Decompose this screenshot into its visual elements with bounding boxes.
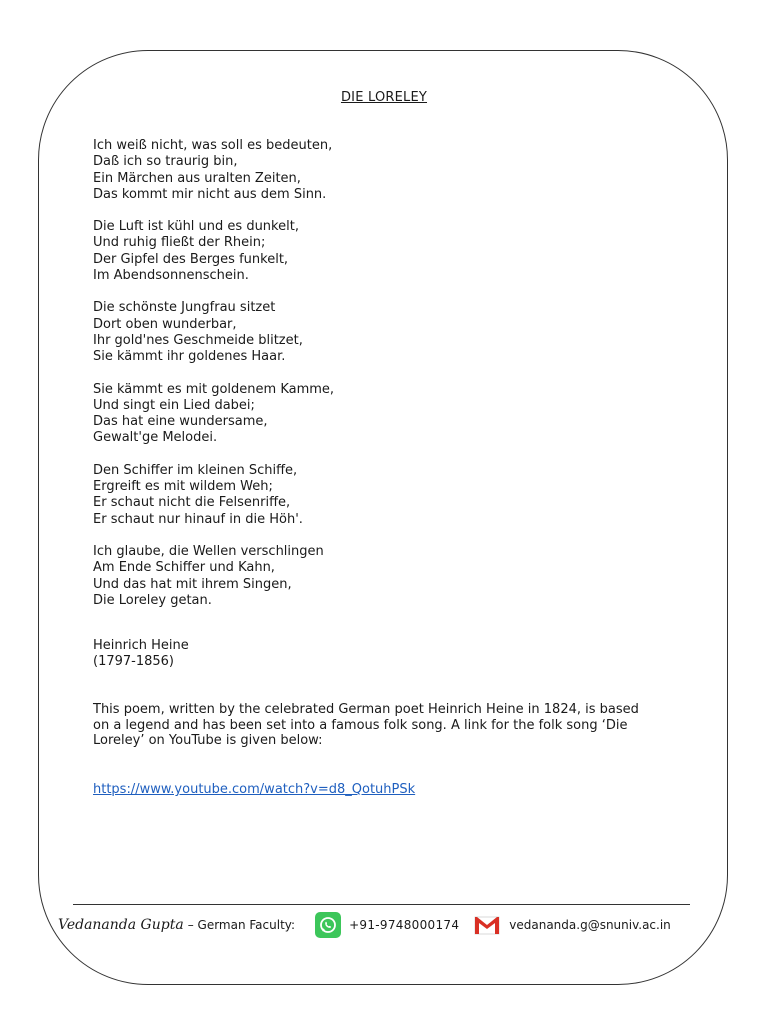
poem-line: Und das hat mit ihrem Singen,	[93, 576, 292, 592]
poem-line: Die Luft ist kühl und es dunkelt,	[93, 219, 299, 235]
poem-title: DIE LORELEY	[340, 90, 428, 105]
author-name: Heinrich Heine	[93, 638, 189, 653]
poem-line: Ich weiß nicht, was soll es bedeuten,	[93, 138, 333, 153]
poem-line: Und singt ein Lied dabei;	[93, 397, 255, 413]
poem-line: Dort oben wunderbar,	[93, 316, 237, 332]
poem-body	[93, 138, 653, 625]
poem-line: Am Ende Schiffer und Kahn,	[93, 560, 275, 576]
poem-line: Und ruhig fließt der Rhein;	[93, 235, 266, 251]
poem-line: Die schönste Jungfrau sitzet	[93, 300, 276, 316]
stanza	[93, 463, 653, 528]
whatsapp-icon	[315, 912, 341, 938]
stanza	[93, 219, 653, 284]
poem-line: Ein Märchen aus uralten Zeiten,	[93, 170, 301, 186]
poem-line: Die Loreley getan.	[93, 592, 212, 608]
poem-line: Das hat eine wundersame,	[93, 414, 268, 430]
poem-line: Der Gipfel des Berges funkelt,	[93, 251, 289, 267]
author-signature: Vedananda Gupta	[58, 917, 184, 933]
stanza	[93, 138, 653, 203]
stanza	[93, 300, 653, 365]
phone-number: +91-9748000174	[349, 918, 460, 932]
poem-line: Er schaut nicht die Felsenriffe,	[93, 495, 291, 511]
note-line: on a legend and has been set into a famous folk song. A link for the folk song ‘Die	[93, 717, 628, 733]
explanatory-note	[93, 702, 733, 749]
email-address: vedananda.g@snuniv.ac.in	[509, 918, 671, 932]
author-block	[93, 638, 189, 671]
youtube-link[interactable]: https://www.youtube.com/watch?v=d8_QotuhPSk	[93, 782, 416, 797]
poem-line: Er schaut nur hinauf in die Höh'.	[93, 511, 303, 527]
poem-line: Den Schiffer im kleinen Schiffe,	[93, 462, 298, 478]
poem-line: Im Abendsonnenschein.	[93, 268, 249, 284]
poem-line: Ihr gold'nes Geschmeide blitzet,	[93, 332, 303, 348]
footer-divider	[73, 904, 690, 905]
poem-line: Daß ich so traurig bin,	[93, 154, 238, 170]
poem-line: Gewalt'ge Melodei.	[93, 430, 218, 446]
gmail-icon	[473, 914, 501, 936]
poem-line: Das kommt mir nicht aus dem Sinn.	[93, 186, 327, 202]
note-line: Loreley’ on YouTube is given below:	[93, 733, 323, 748]
stanza	[93, 382, 653, 447]
footer	[58, 910, 718, 940]
stanza	[93, 544, 653, 609]
note-line: This poem, written by the celebrated German poet Heinrich Heine in 1824, is based	[93, 702, 639, 717]
faculty-label: – German Faculty:	[187, 918, 296, 932]
poem-line: Ergreift es mit wildem Weh;	[93, 479, 273, 495]
author-years: (1797-1856)	[93, 654, 175, 670]
poem-line: Ich glaube, die Wellen verschlingen	[93, 543, 324, 559]
poem-line: Sie kämmt es mit goldenem Kamme,	[93, 381, 335, 397]
poem-line: Sie kämmt ihr goldenes Haar.	[93, 349, 286, 365]
